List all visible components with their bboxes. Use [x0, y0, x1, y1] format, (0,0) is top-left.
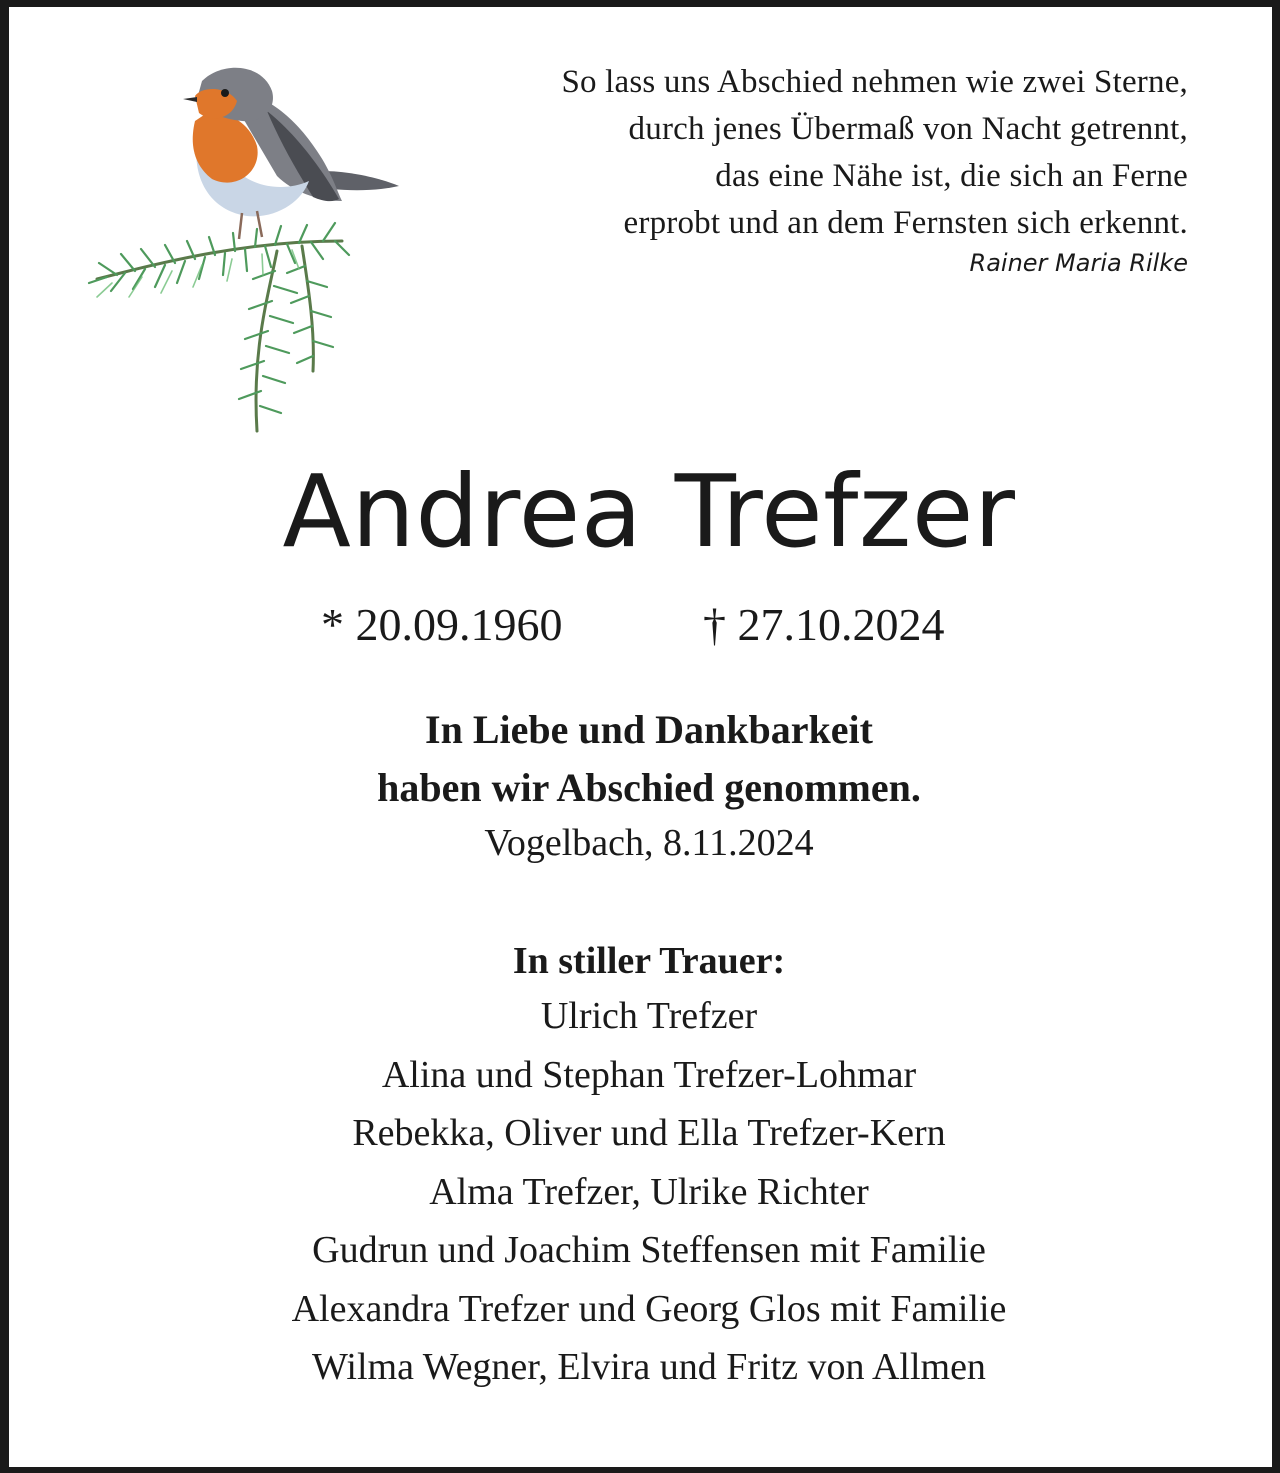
mourner-name: Wilma Wegner, Elvira und Fritz von Allmen: [312, 1346, 986, 1388]
mourners-list: [9, 935, 1280, 1397]
mourner-name: Alma Trefzer, Ulrike Richter: [429, 1170, 869, 1213]
poem-line: das eine Nähe ist, die sich an Ferne: [715, 158, 1188, 194]
poem-line: erprobt und an dem Fernsten sich erkennt.: [623, 205, 1188, 241]
place-and-date: Vogelbach, 8.11.2024: [484, 822, 814, 864]
mourner-name: Alina und Stephan Trefzer-Lohmar: [381, 1053, 917, 1096]
farewell-message: [9, 701, 1280, 817]
death-date: † 27.10.2024: [703, 599, 945, 650]
memorial-poem: [468, 59, 1188, 278]
mourner-name: Gudrun und Joachim Steffensen mit Familie: [312, 1229, 986, 1271]
mourner-name: Rebekka, Oliver und Ella Trefzer-Kern: [352, 1112, 946, 1154]
robin-on-fir-branch-icon: [77, 51, 407, 441]
mourners-heading: In stiller Trauer:: [512, 940, 786, 982]
mourner-name: Alexandra Trefzer und Georg Glos mit Familie: [291, 1287, 1007, 1330]
poem-line: durch jenes Übermaß von Nacht getrennt,: [628, 111, 1188, 147]
poem-author: Rainer Maria Rilke: [969, 249, 1188, 277]
mourner-name: Ulrich Trefzer: [540, 995, 758, 1037]
deceased-name: Andrea Trefzer: [282, 453, 1016, 570]
birth-date: * 20.09.1960: [321, 599, 563, 650]
farewell-line: haben wir Abschied genommen.: [377, 765, 921, 810]
farewell-line: In Liebe und Dankbarkeit: [425, 707, 873, 752]
poem-line: So lass uns Abschied nehmen wie zwei Sterne,: [561, 64, 1188, 100]
